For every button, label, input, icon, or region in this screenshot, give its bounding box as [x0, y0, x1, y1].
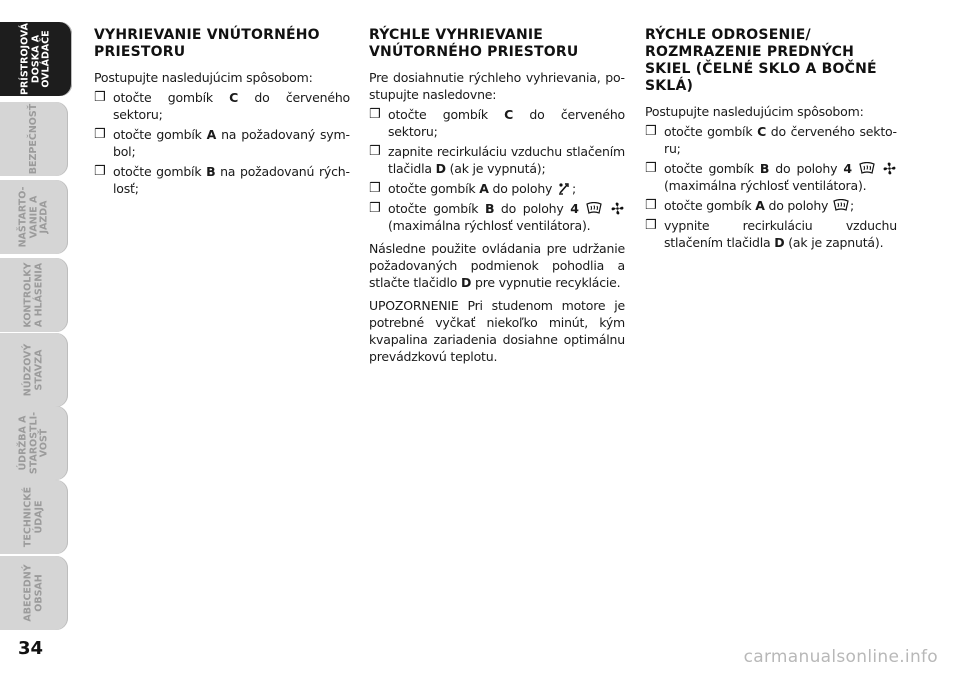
fan-icon	[611, 202, 624, 215]
tab-pristrojova-doska[interactable]	[0, 22, 72, 96]
list-item: ❒ otočte gombík A do polohy ;	[369, 181, 577, 196]
tab-label: BEZPEČNOSŤ	[27, 103, 39, 175]
paragraph: Následne použite ovládania pre udržanie požadovaných podmienok pohodlia a stlačte tlačidlo D pre vypnutie recyklácie.	[369, 241, 625, 290]
tab-nastartovanie[interactable]	[0, 180, 68, 254]
section-heating	[94, 27, 350, 200]
step-list	[369, 106, 625, 234]
fan-icon	[883, 162, 896, 175]
tab-udrzba[interactable]	[0, 406, 68, 480]
feet-airflow-icon	[557, 181, 571, 195]
tab-bezpecnost[interactable]	[0, 102, 68, 176]
list-item: ❒ otočte gombík B do polohy 4 (maximálna rýchlosť ventilátora).	[369, 200, 625, 234]
intro-text: Pre dosiahnutie rýchleho vyhrievania, postupujte nasledovne:	[369, 70, 625, 102]
section-heading: VYHRIEVANIE VNÚTORNÉHO PRIESTORU	[94, 27, 320, 60]
windscreen-defrost-icon	[586, 202, 602, 215]
checkbox-bullet-icon: ❒	[369, 201, 381, 216]
intro-text: Postupujte nasledujúcim spôsobom:	[645, 104, 864, 119]
list-item: ❒ otočte gombík C do červeného sektoru;	[369, 107, 626, 139]
section-heading: RÝCHLE ODROSENIE/ ROZMRAZENIE PREDNÝCH SKIEL (ČELNÉ SKLO A BOČNÉ SKLÁ)	[645, 27, 877, 94]
list-item: ❒ otočte gombík B na požadovanú rýchlosť;	[94, 164, 350, 196]
watermark: carmanualsonline.info	[743, 647, 938, 667]
section-fast-defrost	[645, 27, 897, 254]
tab-label: NÚDZOVÝ STAVZA	[22, 343, 44, 397]
intro-text: Postupujte nasledujúcim spôsobom:	[94, 70, 313, 85]
tab-label: PRÍSTROJOVÁ DOSKA A OVLÁDAČE	[19, 23, 52, 95]
list-item: ❒ otočte gombík A do polohy ;	[645, 198, 855, 213]
checkbox-bullet-icon: ❒	[94, 90, 106, 105]
tab-technicke-udaje[interactable]	[0, 480, 68, 554]
list-item: ❒ zapnite recirkuláciu vzduchu stlačením tlačidla D (ak je vypnutá);	[369, 144, 625, 176]
section-heading: RÝCHLE VYHRIEVANIE VNÚTORNÉHO PRIESTORU	[369, 27, 579, 60]
step-list	[645, 123, 897, 251]
tab-kontrolky[interactable]	[0, 258, 68, 332]
checkbox-bullet-icon: ❒	[94, 164, 106, 179]
warning-paragraph: UPOZORNENIE Pri studenom motore je potrebné vyčkať niekoľko minút, kým kvapalina zariadenia dosiahne optimálnu prevádzkovú teplotu.	[369, 298, 625, 364]
tab-abecedny-obsah[interactable]	[0, 556, 68, 630]
tab-label: KONTROLKY A HLÁSENIA	[22, 262, 44, 328]
step-list	[94, 89, 350, 197]
list-item: ❒ otočte gombík C do červeného sektoru;	[94, 90, 351, 122]
checkbox-bullet-icon: ❒	[645, 124, 657, 139]
checkbox-bullet-icon: ❒	[645, 218, 657, 233]
section-fast-heating	[369, 27, 625, 368]
list-item: ❒ otočte gombík B do polohy 4 (maximálna rýchlosť ventilátora).	[645, 160, 897, 194]
tab-label: ÚDRŽBA A STAROSTLI- VOSŤ	[17, 411, 50, 475]
tab-label: ABECEDNÝ OBSAH	[22, 564, 44, 622]
list-item: ❒ vypnite recirkuláciu vzduchu stlačením tlačidla D (ak je zapnutá).	[645, 218, 897, 250]
checkbox-bullet-icon: ❒	[645, 198, 657, 213]
checkbox-bullet-icon: ❒	[369, 144, 381, 159]
checkbox-bullet-icon: ❒	[645, 161, 657, 176]
page-number: 34	[18, 638, 44, 659]
tab-label: NAŠTARTO- VANIE A JAZDA	[17, 186, 50, 248]
tab-nudzovy-stav[interactable]	[0, 333, 68, 407]
windscreen-defrost-icon	[833, 199, 849, 212]
tab-label: TECHNICKÉ ÚDAJE	[22, 486, 44, 548]
list-item: ❒ otočte gombík C do červeného sektoru;	[645, 124, 897, 156]
list-item: ❒ otočte gombík A na požadovaný symbol;	[94, 127, 350, 159]
checkbox-bullet-icon: ❒	[369, 181, 381, 196]
windscreen-defrost-icon	[859, 162, 875, 175]
checkbox-bullet-icon: ❒	[369, 107, 381, 122]
checkbox-bullet-icon: ❒	[94, 127, 106, 142]
